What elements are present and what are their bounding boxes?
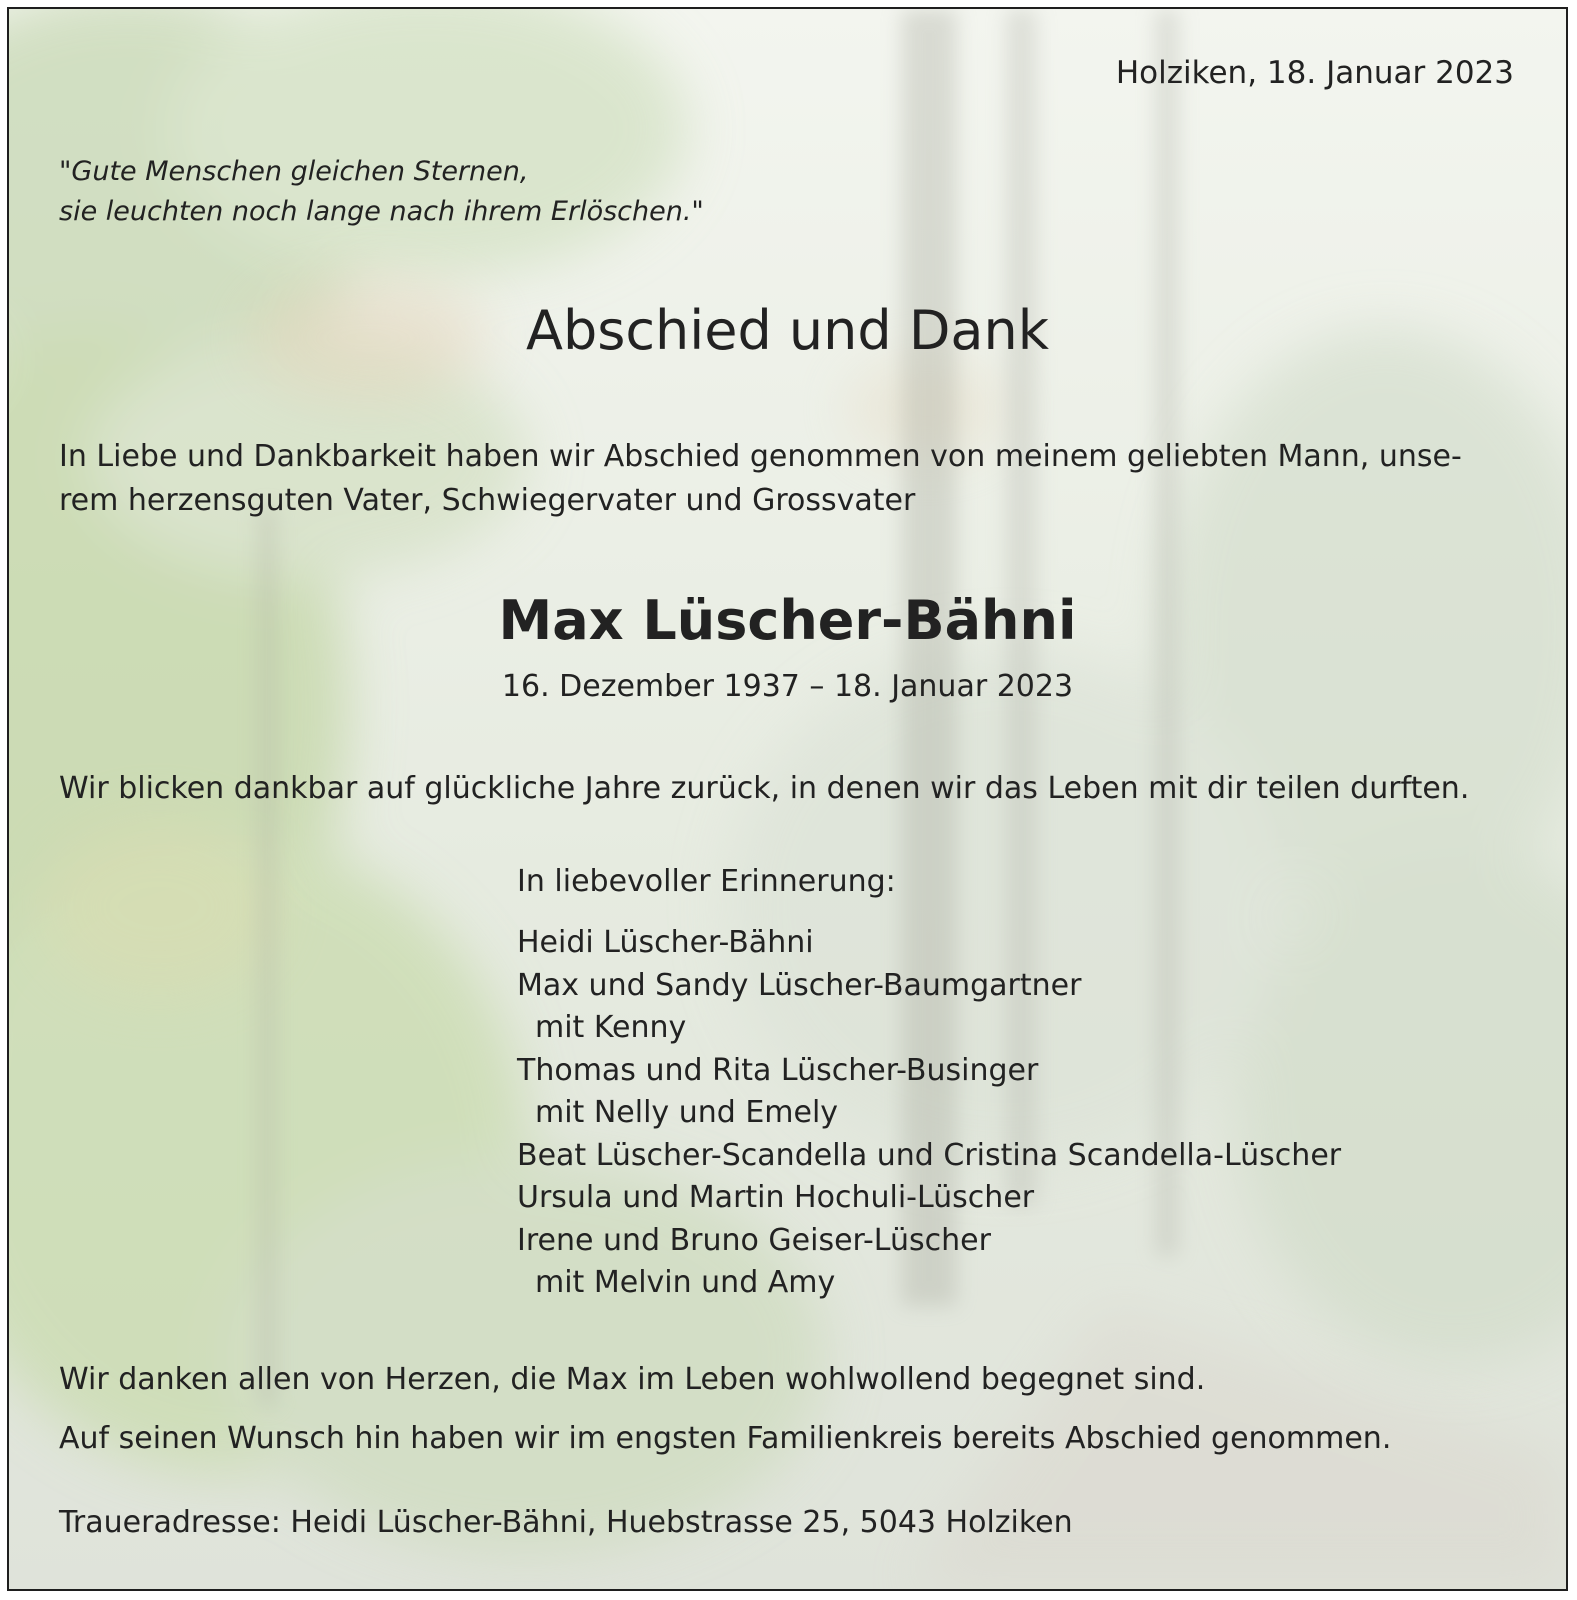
gratitude-line: Wir blicken dankbar auf glückliche Jahre zurück, in denen wir das Leben mit dir teilen durften. [59,771,1470,806]
life-dates: 16. Dezember 1937 – 18. Januar 2023 [501,669,1074,704]
mourner-line: mit Melvin und Amy [535,1265,836,1300]
mourner-line: Heidi Lüscher-Bähni [517,925,814,960]
deceased-name: Max Lüscher-Bähni [498,589,1077,652]
mourning-address: Traueradresse: Heidi Lüscher-Bähni, Huebstrasse 25, 5043 Holziken [59,1505,1073,1540]
mourner-line: Beat Lüscher-Scandella und Cristina Scandella-Lüscher [517,1137,1342,1173]
intro-line-2: rem herzensguten Vater, Schwiegervater und Grossvater [59,483,916,518]
mourner-line: Max und Sandy Lüscher-Baumgartner [517,967,1082,1003]
mourner-line: Ursula und Martin Hochuli-Lüscher [517,1180,1035,1215]
mourner-line: Irene und Bruno Geiser-Lüscher [517,1222,991,1258]
intro-line-1: In Liebe und Dankbarkeit haben wir Abschied genommen von meinem geliebten Mann, unse- [59,439,1462,474]
place-date: Holziken, 18. Januar 2023 [1115,55,1514,91]
closing-wish: Auf seinen Wunsch hin haben wir im engsten Familienkreis bereits Abschied genommen. [59,1421,1392,1456]
quote-line-2: sie leuchten noch lange nach ihrem Erlöschen." [59,196,704,227]
mourner-line: Thomas und Rita Lüscher-Businger [517,1052,1039,1088]
mourner-line: mit Nelly und Emely [535,1095,839,1130]
intro-text [59,435,1462,523]
page-title: Abschied und Dank [526,299,1049,362]
closing-thanks: Wir danken allen von Herzen, die Max im Leben wohlwollend begegnet sind. [59,1362,1206,1397]
quote-line-1: "Gute Menschen gleichen Sternen, [59,156,529,187]
obituary-card [7,7,1568,1591]
quote [59,152,704,232]
mourners-intro: In liebevoller Erinnerung: [517,864,896,899]
mourners-list [517,922,1341,1305]
mourner-line: mit Kenny [535,1010,687,1045]
